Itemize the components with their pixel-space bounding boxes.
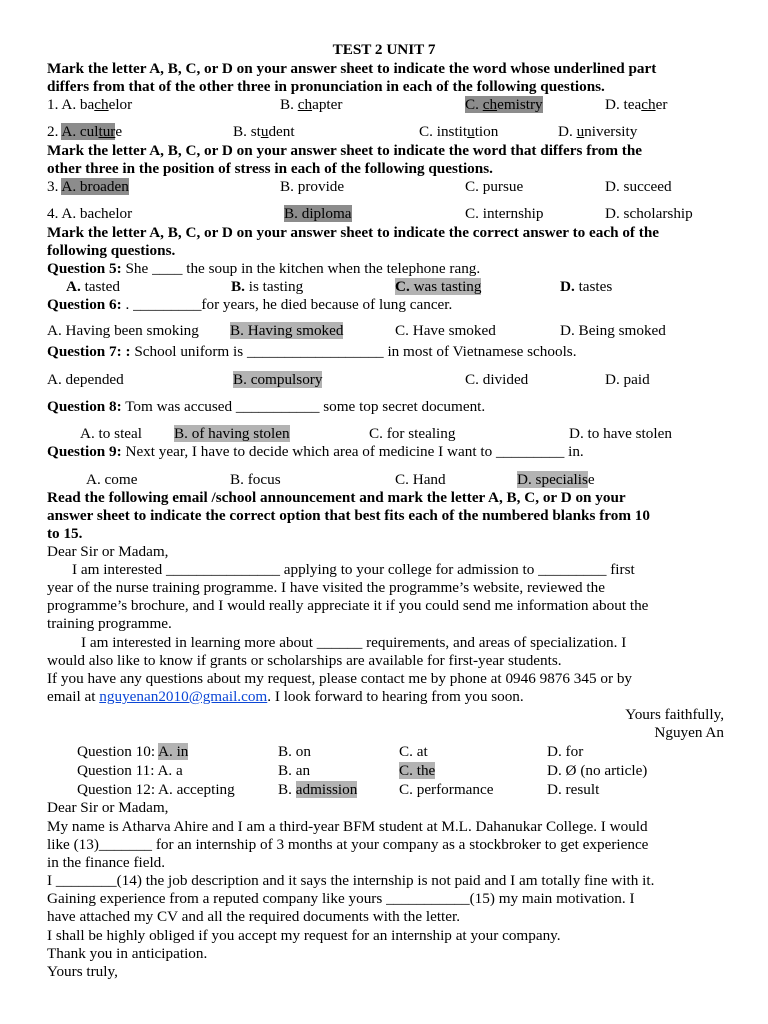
question-7-option-a: A. depended	[47, 371, 124, 388]
question-11-option-a: Question 11: A. a	[77, 762, 183, 779]
question-5-option-b: B. is tasting	[231, 278, 304, 295]
question-2-option-b: B. student	[233, 123, 295, 140]
highlight: B. diploma	[284, 205, 352, 222]
question-5-option-a: A. tasted	[66, 278, 120, 295]
question-7-stem: Question 7: : School uniform is __________________ in most of Vietnamese schools.	[47, 343, 577, 360]
question-7-option-b	[233, 371, 322, 389]
question-8-stem: Question 8: Tom was accused ___________ some top secret document.	[47, 398, 486, 415]
question-1-option-b: B. chapter	[280, 96, 343, 113]
question-2-option-c: C. institution	[419, 123, 499, 140]
question-1-option-d: D. teacher	[605, 96, 668, 113]
highlight: A. cultur	[61, 123, 116, 140]
question-10-option-c: C. at	[399, 743, 428, 760]
letter1-line: I am interested _______________ applying to your college for admission to _________ first	[72, 561, 635, 578]
instruction-grammar-2: following questions.	[47, 242, 176, 259]
question-6-option-c: C. Have smoked	[395, 322, 496, 339]
question-11-option-c	[399, 762, 435, 780]
letter1-salutation: Dear Sir or Madam,	[47, 543, 169, 560]
highlight: C. the	[399, 762, 436, 779]
email-link[interactable]: nguyenan2010@gmail.com	[99, 688, 268, 705]
question-5-option-c	[395, 278, 481, 296]
question-9-option-b: B. focus	[230, 471, 281, 488]
highlight: B. compulsory	[233, 371, 323, 388]
question-3-option-b: B. provide	[280, 178, 345, 195]
question-6-option-d: D. Being smoked	[560, 322, 666, 339]
question-1-option-a: 1. A. bachelor	[47, 96, 133, 113]
question-2-option-d: D. university	[558, 123, 638, 140]
question-10-option-d: D. for	[547, 743, 584, 760]
question-9-option-a: A. come	[86, 471, 138, 488]
question-3-option-d: D. succeed	[605, 178, 672, 195]
question-8-option-d: D. to have stolen	[569, 425, 672, 442]
highlight: admission	[295, 781, 358, 798]
question-11-option-d: D. Ø (no article)	[547, 762, 648, 779]
question-8-option-b	[174, 425, 290, 443]
question-7-option-c: C. divided	[465, 371, 529, 388]
question-8-option-c: C. for stealing	[369, 425, 456, 442]
letter2-line: Thank you in anticipation.	[47, 945, 208, 962]
highlight: C. was tasting	[395, 278, 482, 295]
highlight: D. specialis	[517, 471, 588, 488]
page-title: TEST 2 UNIT 7	[332, 41, 436, 58]
question-11-option-b: B. an	[278, 762, 311, 779]
letter2-closing: Yours truly,	[47, 963, 118, 980]
question-8-option-a: A. to steal	[80, 425, 143, 442]
question-12-option-b: B. admission	[278, 781, 358, 798]
letter2-line: I shall be highly obliged if you accept my request for an internship at your company.	[47, 927, 561, 944]
letter2-line: I ________(14) the job description and it says the internship is not paid and I am totally fine with it.	[47, 872, 655, 889]
question-12-option-d: D. result	[547, 781, 600, 798]
question-4-option-d: D. scholarship	[605, 205, 693, 222]
question-9-option-d: D. specialise	[517, 471, 595, 488]
instruction-pronunciation-1: Mark the letter A, B, C, or D on your answer sheet to indicate the word whose underlined part	[47, 60, 657, 77]
highlight: C. chemistry	[465, 96, 543, 113]
question-9-option-c: C. Hand	[395, 471, 446, 488]
instruction-reading-2: answer sheet to indicate the correct option that best fits each of the numbered blanks from 10	[47, 507, 650, 524]
instruction-pronunciation-2: differs from that of the other three in pronunciation in each of the following questions.	[47, 78, 605, 95]
highlight: A. in	[158, 743, 189, 760]
question-6-option-b	[230, 322, 343, 340]
instruction-reading-1: Read the following email /school announcement and mark the letter A, B, C, or D on your	[47, 489, 626, 506]
question-5-stem: Question 5: She ____ the soup in the kitchen when the telephone rang.	[47, 260, 481, 277]
letter2-line: like (13)_______ for an internship of 3 months at your company as a stockbroker to get experience	[47, 836, 649, 853]
highlight: B. of having stolen	[174, 425, 290, 442]
question-7-option-d: D. paid	[605, 371, 650, 388]
question-1-option-c	[465, 96, 543, 114]
question-12-option-c: C. performance	[399, 781, 494, 798]
letter1-line: would also like to know if grants or scholarships are available for first-year students.	[47, 652, 562, 669]
highlight: B. Having smoked	[230, 322, 344, 339]
question-3-option-a: 3. A. broaden	[47, 178, 129, 195]
letter2-line: My name is Atharva Ahire and I am a third-year BFM student at M.L. Dahanukar College. I would	[47, 818, 648, 835]
question-6-option-a: A. Having been smoking	[47, 322, 199, 339]
question-10-option-a: Question 10: A. in	[77, 743, 189, 760]
letter1-line: year of the nurse training programme. I have visited the programme’s website, reviewed the	[47, 579, 605, 596]
letter1-line: training programme.	[47, 615, 172, 632]
question-4-option-b	[284, 205, 352, 223]
question-3-option-c: C. pursue	[465, 178, 524, 195]
question-10-option-b: B. on	[278, 743, 311, 760]
question-12-option-a: Question 12: A. accepting	[77, 781, 235, 798]
letter1-closing: Yours faithfully,	[625, 706, 724, 723]
question-5-option-d: D. tastes	[560, 278, 613, 295]
instruction-grammar-1: Mark the letter A, B, C, or D on your answer sheet to indicate the correct answer to each of the	[47, 224, 660, 241]
letter2-line: in the finance field.	[47, 854, 166, 871]
highlight: A. broaden	[61, 178, 129, 195]
question-2-option-a: 2. A. culture	[47, 123, 123, 140]
letter1-line: If you have any questions about my request, please contact me by phone at 0946 9876 345 or by	[47, 670, 633, 687]
letter1-line: email at nguyenan2010@gmail.com. I look forward to hearing from you soon.	[47, 688, 524, 705]
letter1-line: I am interested in learning more about ______ requirements, and areas of specialization. I	[81, 634, 627, 651]
instruction-stress-2: other three in the position of stress in each of the following questions.	[47, 160, 493, 177]
instruction-stress-1: Mark the letter A, B, C, or D on your answer sheet to indicate the word that differs from the	[47, 142, 643, 159]
letter2-line: Gaining experience from a reputed company like yours ___________(15) my main motivation. I	[47, 890, 635, 907]
letter2-line: have attached my CV and all the required documents with the letter.	[47, 908, 461, 925]
question-6-stem: Question 6: . _________for years, he died because of lung cancer.	[47, 296, 453, 313]
question-9-stem: Question 9: Next year, I have to decide which area of medicine I want to _________ in.	[47, 443, 584, 460]
letter1-signature: Nguyen An	[654, 724, 724, 741]
letter2-salutation: Dear Sir or Madam,	[47, 799, 169, 816]
question-4-option-c: C. internship	[465, 205, 544, 222]
question-4-option-a: 4. A. bachelor	[47, 205, 133, 222]
instruction-reading-3: to 15.	[47, 525, 83, 542]
letter1-line: programme’s brochure, and I would really appreciate it if you could send me information about the	[47, 597, 649, 614]
